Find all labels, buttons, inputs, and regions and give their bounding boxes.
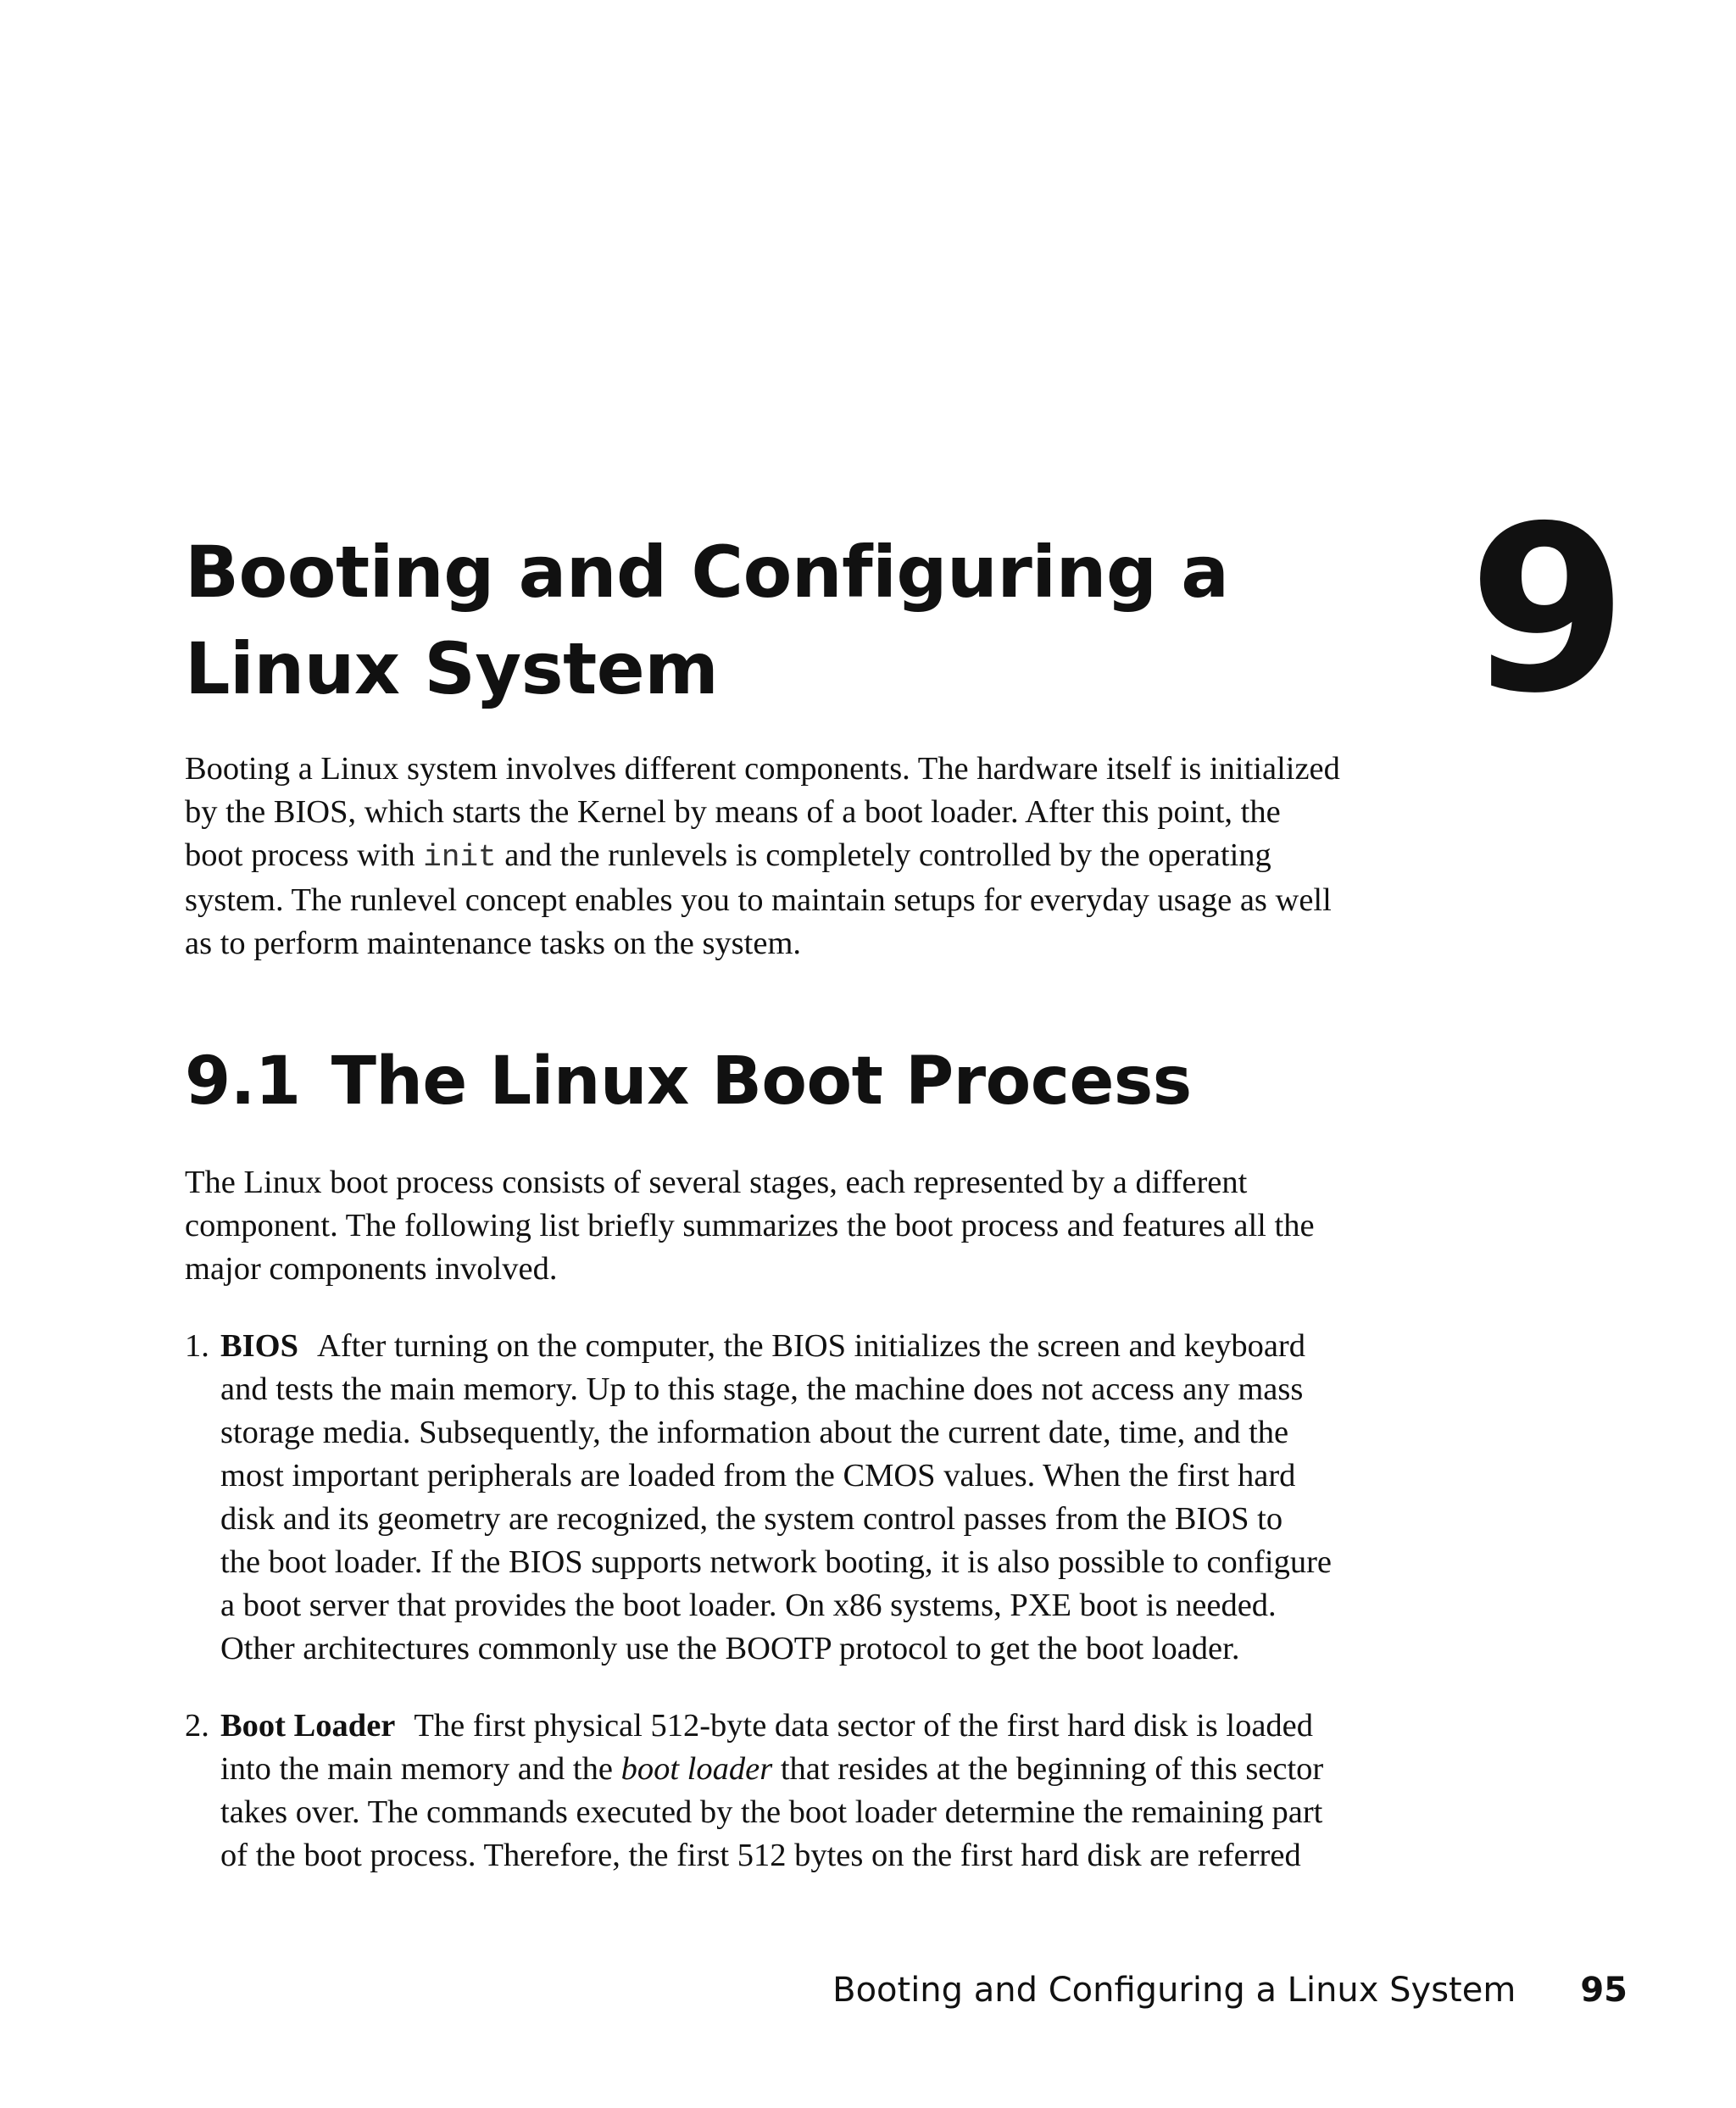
- intro-line-3: [185, 834, 1422, 879]
- chapter-title-line-1: Booting and Configuring a: [185, 531, 1229, 614]
- intro-line-5: as to perform maintenance tasks on the system.: [185, 926, 802, 961]
- section-title: The Linux Boot Process: [331, 1043, 1192, 1120]
- list-item-line: storage media. Subsequently, the information about the current date, time, and the: [220, 1415, 1289, 1450]
- list-number: 1.: [185, 1328, 209, 1364]
- list-item-line: a boot server that provides the boot loader. On x86 systems, PXE boot is needed.: [220, 1588, 1277, 1623]
- intro-line-4: system. The runlevel concept enables you to maintain setups for everyday usage as well: [185, 882, 1332, 918]
- intro-line-3-start: boot process with: [185, 837, 424, 873]
- chapter-title-line-2: Linux System: [185, 627, 719, 710]
- page-footer: [832, 1966, 1628, 2014]
- list-item-boot-loader: [185, 1705, 1422, 1877]
- list-item-line: and tests the main memory. Up to this stage, the machine does not access any mass: [220, 1371, 1304, 1407]
- list-item-bios: [185, 1325, 1422, 1671]
- chapter-number: 9: [1468, 476, 1628, 743]
- para2-line-1: The Linux boot process consists of several stages, each represented by a different: [185, 1165, 1248, 1200]
- list-term: BIOS: [220, 1328, 299, 1364]
- chapter-title: [185, 524, 1287, 717]
- page-number: 95: [1580, 1971, 1628, 2010]
- list-item-text: After turning on the computer, the BIOS initializes the screen and keyboard: [317, 1328, 1305, 1364]
- list-number: 2.: [185, 1708, 209, 1744]
- para2-line-2: component. The following list briefly summarizes the boot process and features all the: [185, 1208, 1315, 1243]
- list-item-text: The first physical 512-byte data sector of the first hard disk is loaded: [414, 1708, 1313, 1744]
- boot-process-paragraph: [185, 1161, 1422, 1291]
- intro-line-3-end: and the runlevels is completely controlled by the operating: [496, 837, 1271, 873]
- section-heading: [185, 1039, 1192, 1124]
- line-2-end: that resides at the beginning of this sector: [772, 1751, 1324, 1787]
- list-item-1-line-1: [185, 1325, 1422, 1368]
- list-item-line: disk and its geometry are recognized, the system control passes from the BIOS to: [220, 1501, 1283, 1537]
- list-item-line: takes over. The commands executed by the boot loader determine the remaining part: [220, 1794, 1323, 1830]
- intro-line-2: by the BIOS, which starts the Kernel by means of a boot loader. After this point, the: [185, 794, 1281, 830]
- running-title: Booting and Configuring a Linux System: [832, 1971, 1516, 2010]
- list-term: Boot Loader: [220, 1708, 396, 1744]
- section-number: 9.1: [185, 1043, 301, 1120]
- list-item-line: Other architectures commonly use the BOOTP protocol to get the boot loader.: [220, 1631, 1240, 1666]
- intro-line-1: Booting a Linux system involves different components. The hardware itself is initialized: [185, 751, 1340, 787]
- line-2-start: into the main memory and the: [220, 1751, 621, 1787]
- para2-line-3: major components involved.: [185, 1251, 558, 1287]
- list-item-line: of the boot process. Therefore, the first 512 bytes on the first hard disk are referred: [220, 1838, 1301, 1873]
- list-item-2-line-1: [185, 1705, 1422, 1748]
- list-item-line: most important peripherals are loaded from the CMOS values. When the first hard: [220, 1458, 1296, 1493]
- list-item-2-line-2: [185, 1748, 1422, 1791]
- list-item-line: the boot loader. If the BIOS supports network booting, it is also possible to configure: [220, 1544, 1332, 1580]
- intro-paragraph: [185, 748, 1422, 965]
- init-code: init: [423, 840, 497, 875]
- boot-loader-emphasis: boot loader: [620, 1751, 773, 1787]
